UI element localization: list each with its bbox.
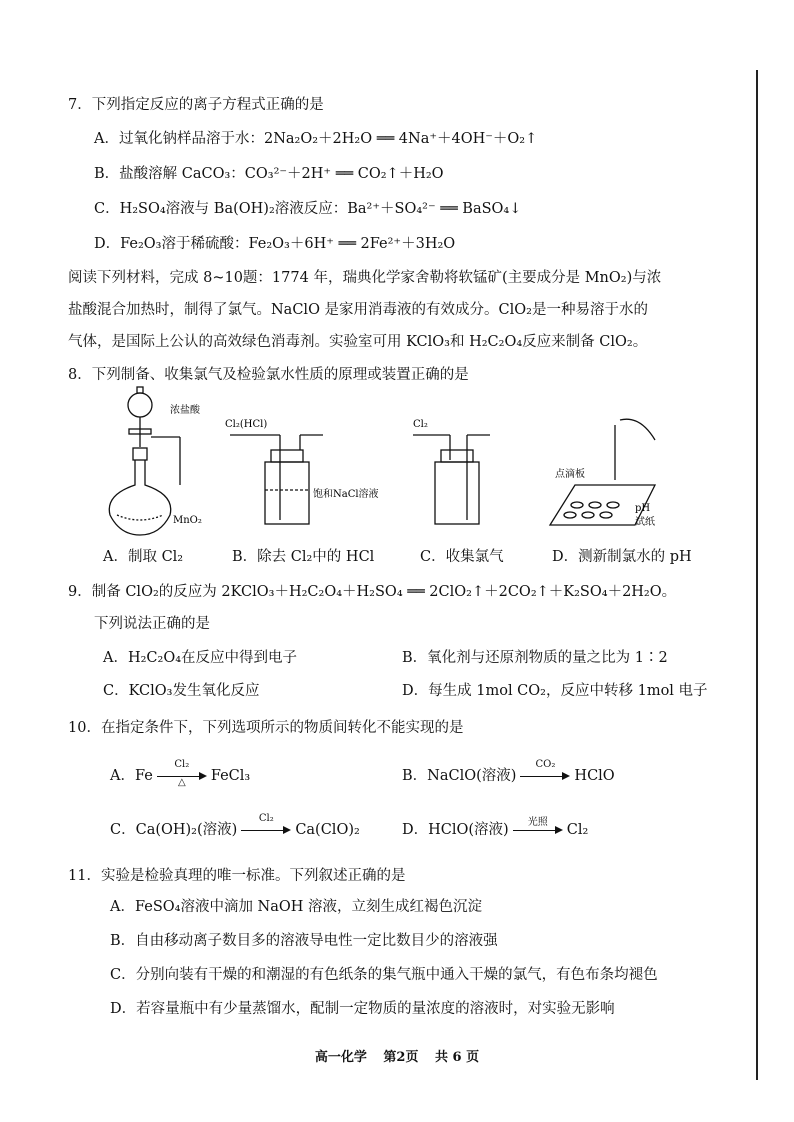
q10-stem: 10．在指定条件下，下列选项所示的物质间转化不能实现的是 [68,720,464,736]
reaction-arrow: CO₂ [520,769,570,783]
footer-page: 第2页 [383,1050,419,1065]
q7-option-a: A．过氧化钠样品溶于水：2Na₂O₂＋2H₂O ══ 4Na⁺＋4OH⁻＋O₂↑ [94,131,538,147]
label-cl2: Cl₂ [413,419,428,430]
reading-line-3: 气体，是国际上公认的高效绿色消毒剂。实验室可用 KClO₃和 H₂C₂O₄反应来制备 ClO₂。 [68,334,648,350]
q8-option-b: B．除去 Cl₂中的 HCl [232,549,375,565]
q8-stem: 8．下列制备、收集氯气及检验氯水性质的原理或装置正确的是 [68,367,469,383]
label-mno2: MnO₂ [173,515,202,526]
apparatus-c [413,435,490,524]
label-conc-hcl: 浓盐酸 [170,405,200,416]
q10-option-c: C．Ca(OH)₂(溶液) Cl₂ Ca(ClO)₂ [110,813,360,838]
q9-stem-2: 下列说法正确的是 [94,616,210,632]
q11-option-d: D．若容量瓶中有少量蒸馏水，配制一定物质的量浓度的溶液时，对实验无影响 [110,1001,615,1017]
reaction-arrow: Cl₂ [241,823,291,837]
footer-subject: 高一化学 [314,1050,367,1065]
q10-option-a: A．Fe Cl₂ △ FeCl₃ [110,759,251,788]
q8-option-d: D．测新制氯水的 pH [552,549,692,565]
reading-line-1: 阅读下列材料，完成 8~10题：1774 年，瑞典化学家舍勒将软锰矿(主要成分是 MnO₂)与浓 [68,270,662,286]
label-cl2-hcl: Cl₂(HCl) [225,419,268,430]
label-paper: 试纸 [635,517,655,528]
q9-option-d: D．每生成 1mol CO₂，反应中转移 1mol 电子 [402,683,708,699]
reaction-arrow: 光照 [513,823,563,837]
q7-option-b: B．盐酸溶解 CaCO₃：CO₃²⁻＋2H⁺ ══ CO₂↑＋H₂O [94,166,444,182]
page-margin-line [756,70,758,1080]
q8-apparatus-figure [95,385,705,545]
label-plate: 点滴板 [555,469,585,480]
q10-option-b: B．NaClO(溶液) CO₂ HClO [402,759,615,784]
label-ph: pH [635,503,651,514]
label-nacl: 饱和NaCl溶液 [313,489,379,500]
page-footer [0,1046,794,1065]
q7-option-c: C．H₂SO₄溶液与 Ba(OH)₂溶液反应：Ba²⁺＋SO₄²⁻ ══ BaSO₄↓ [94,201,522,217]
q11-option-b: B．自由移动离子数目多的溶液导电性一定比数目少的溶液强 [110,933,498,949]
footer-total: 共 6 页 [435,1050,480,1065]
reading-line-2: 盐酸混合加热时，制得了氯气。NaClO 是家用消毒液的有效成分。ClO₂是一种易溶于水的 [68,302,648,318]
q9-option-a: A．H₂C₂O₄在反应中得到电子 [103,650,298,666]
q11-option-c: C．分别向装有干燥的和潮湿的有色纸条的集气瓶中通入干燥的氯气，有色布条均褪色 [110,967,658,983]
q8-option-a: A．制取 Cl₂ [103,549,184,565]
reaction-arrow: Cl₂ △ [157,769,207,783]
q9-stem: 9．制备 ClO₂的反应为 2KClO₃＋H₂C₂O₄＋H₂SO₄ ══ 2ClO₂↑＋2CO₂↑＋K₂SO₄＋2H₂O。 [68,584,677,600]
q10-option-d: D．HClO(溶液) 光照 Cl₂ [402,817,589,838]
q8-option-c: C．收集氯气 [420,549,504,565]
q7-option-d: D．Fe₂O₃溶于稀硫酸：Fe₂O₃＋6H⁺ ══ 2Fe²⁺＋3H₂O [94,236,456,252]
q11-stem: 11．实验是检验真理的唯一标准。下列叙述正确的是 [68,868,406,884]
apparatus-b [230,435,323,524]
q11-option-a: A．FeSO₄溶液中滴加 NaOH 溶液，立刻生成红褐色沉淀 [110,899,483,915]
q9-option-c: C．KClO₃发生氧化反应 [103,683,260,699]
q7-stem: 7．下列指定反应的离子方程式正确的是 [68,97,324,113]
q9-option-b: B．氧化剂与还原剂物质的量之比为 1∶2 [402,650,668,666]
